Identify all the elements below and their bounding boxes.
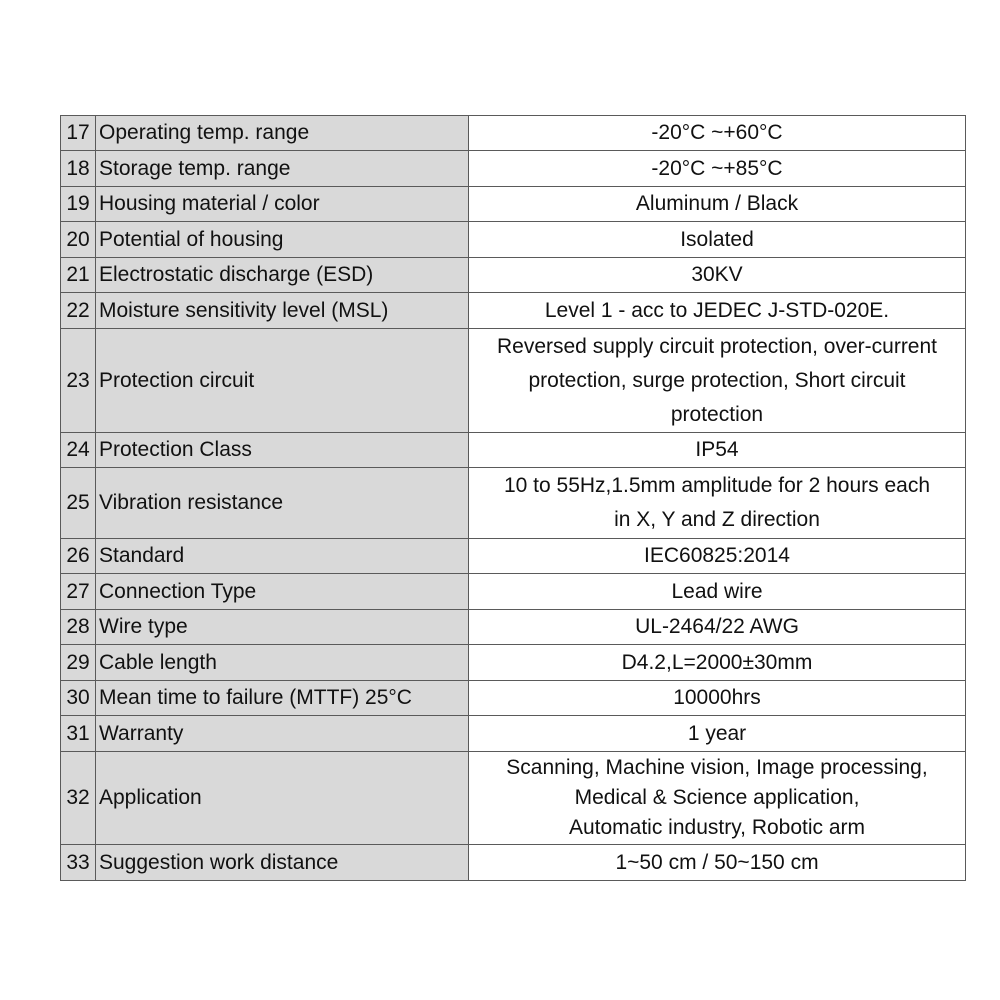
spec-table-body: [61, 116, 966, 881]
row-value: 1 year: [469, 716, 966, 752]
row-label: Operating temp. range: [96, 116, 469, 151]
row-value: IEC60825:2014: [469, 539, 966, 574]
row-value: 1~50 cm / 50~150 cm: [469, 845, 966, 881]
row-label: Standard: [96, 539, 469, 574]
row-number: 21: [61, 258, 96, 293]
table-row: [61, 151, 966, 187]
row-label: Cable length: [96, 645, 469, 681]
row-label: Protection circuit: [96, 329, 469, 433]
row-value: Scanning, Machine vision, Image processing, Medical & Science application, Automatic industry, Robotic arm: [469, 752, 966, 845]
row-label: Wire type: [96, 610, 469, 645]
row-label: Connection Type: [96, 574, 469, 610]
row-label: Storage temp. range: [96, 151, 469, 187]
row-number: 26: [61, 539, 96, 574]
row-value: Level 1 - acc to JEDEC J-STD-020E.: [469, 293, 966, 329]
table-row: [61, 329, 966, 433]
row-label: Application: [96, 752, 469, 845]
row-value: Aluminum / Black: [469, 187, 966, 222]
row-value: UL-2464/22 AWG: [469, 610, 966, 645]
table-row: [61, 187, 966, 222]
row-label: Vibration resistance: [96, 468, 469, 539]
row-value: -20°C ~+60°C: [469, 116, 966, 151]
row-number: 20: [61, 222, 96, 258]
table-row: [61, 845, 966, 881]
row-label: Electrostatic discharge (ESD): [96, 258, 469, 293]
table-row: [61, 645, 966, 681]
row-label: Protection Class: [96, 433, 469, 468]
row-number: 30: [61, 681, 96, 716]
table-row: [61, 468, 966, 539]
row-number: 28: [61, 610, 96, 645]
row-number: 23: [61, 329, 96, 433]
table-row: [61, 258, 966, 293]
row-number: 33: [61, 845, 96, 881]
row-value: D4.2,L=2000±30mm: [469, 645, 966, 681]
row-number: 18: [61, 151, 96, 187]
row-number: 32: [61, 752, 96, 845]
row-number: 17: [61, 116, 96, 151]
row-number: 29: [61, 645, 96, 681]
table-row: [61, 222, 966, 258]
row-number: 22: [61, 293, 96, 329]
row-value: -20°C ~+85°C: [469, 151, 966, 187]
row-label: Potential of housing: [96, 222, 469, 258]
table-row: [61, 752, 966, 845]
row-number: 19: [61, 187, 96, 222]
table-row: [61, 681, 966, 716]
row-label: Warranty: [96, 716, 469, 752]
row-value: Lead wire: [469, 574, 966, 610]
row-label: Housing material / color: [96, 187, 469, 222]
table-row: [61, 610, 966, 645]
table-row: [61, 574, 966, 610]
table-row: [61, 293, 966, 329]
spec-table: [60, 115, 966, 881]
row-value: Isolated: [469, 222, 966, 258]
row-number: 24: [61, 433, 96, 468]
table-row: [61, 539, 966, 574]
row-value: 10 to 55Hz,1.5mm amplitude for 2 hours each in X, Y and Z direction: [469, 468, 966, 539]
row-number: 25: [61, 468, 96, 539]
row-number: 27: [61, 574, 96, 610]
table-row: [61, 433, 966, 468]
table-row: [61, 116, 966, 151]
row-value: Reversed supply circuit protection, over-current protection, surge protection, Short circuit protection: [469, 329, 966, 433]
row-number: 31: [61, 716, 96, 752]
row-value: 10000hrs: [469, 681, 966, 716]
table-row: [61, 716, 966, 752]
row-label: Moisture sensitivity level (MSL): [96, 293, 469, 329]
row-value: IP54: [469, 433, 966, 468]
row-label: Suggestion work distance: [96, 845, 469, 881]
row-value: 30KV: [469, 258, 966, 293]
row-label: Mean time to failure (MTTF) 25°C: [96, 681, 469, 716]
